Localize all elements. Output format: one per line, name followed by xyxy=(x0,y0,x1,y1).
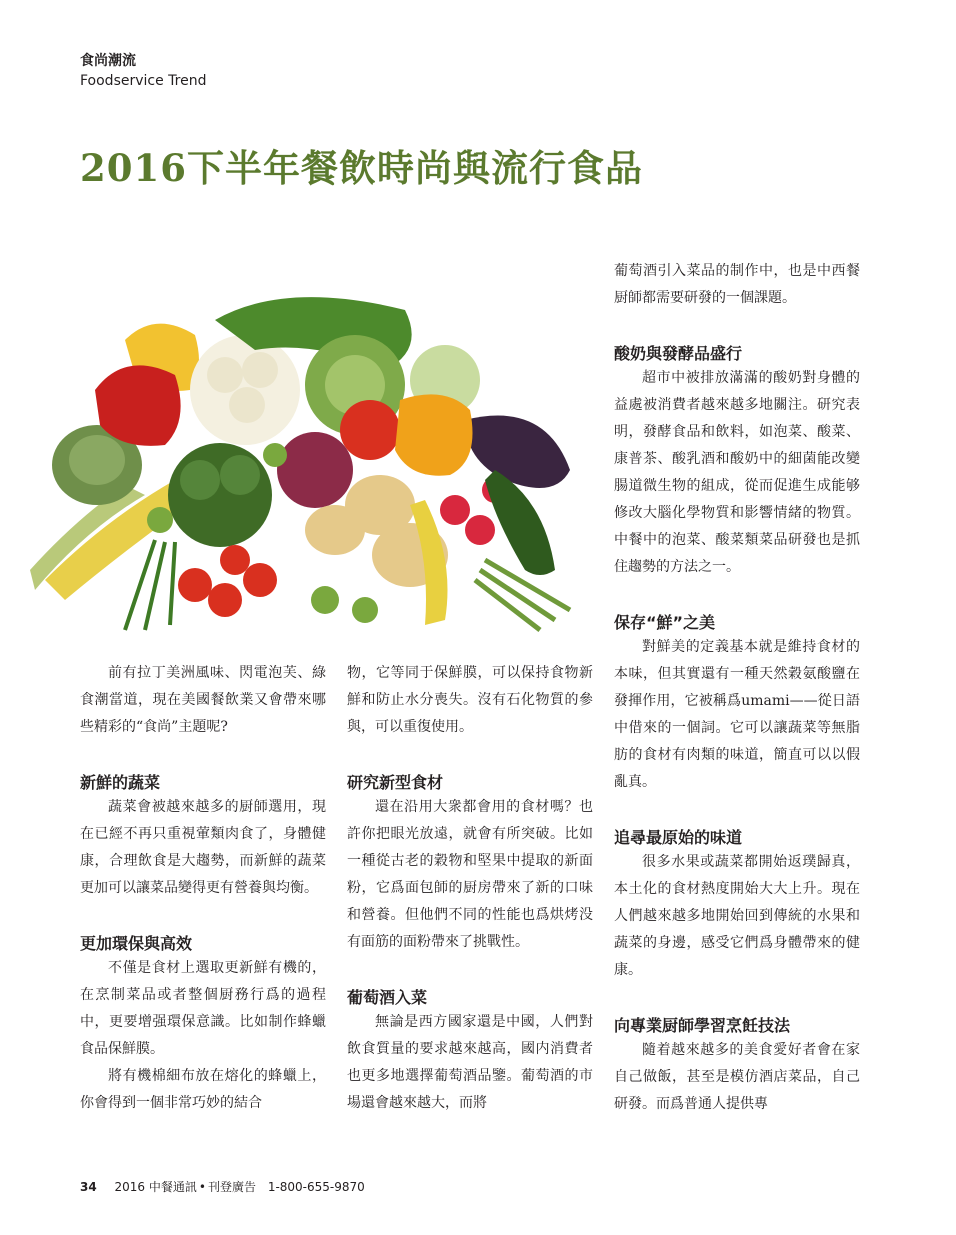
heading-umami: 保存“鮮”之美 xyxy=(614,613,716,632)
paragraph-fermented-foods: 超市中被排放滿滿的酸奶對身體的益處被消費者越來越多地關注。研究表明，發酵食品和飲料，如泡菜、酸菜、康普茶、酸乳酒和酸奶中的細菌能改變腸道微生物的組成，從而促進生成能够修改大腦化學物質和影響情緒的物質。中餐中的泡菜、酸菜類菜品研發也是抓住趨勢的方法之一。 xyxy=(614,370,860,575)
paragraph-learn-from-chefs: 隨着越來越多的美食愛好者會在家自己做飯，甚至是模仿酒店菜品，自己研發。而爲普通人提供專 xyxy=(614,1042,860,1112)
footer-separator: • xyxy=(198,1180,206,1194)
paragraph-fresh-vegetables: 蔬菜會被越來越多的厨師選用，現在已經不再只重視葷類肉食了，身體健康，合理飲食是大趨勢，而新鮮的蔬菜更加可以讓菜品變得更有營養與均衡。 xyxy=(80,799,326,896)
paragraph-eco-efficiency-1: 不僅是食材上選取更新鮮有機的，在烹制菜品或者整個厨務行爲的過程中，更要增强環保意識。比如制作蜂蠟食品保鮮膜。 xyxy=(80,960,326,1057)
paragraph-umami: 對鮮美的定義基本就是維持食材的本味，但其實還有一種天然穀氨酸鹽在發揮作用，它被稱爲umami——從日語中借來的一個詞。它可以讓蔬菜等無脂肪的食材有肉類的味道，簡直可以以假亂真。 xyxy=(614,639,860,790)
continued-paragraph: 葡萄酒引入菜品的制作中，也是中西餐厨師都需要研發的一個課題。 xyxy=(614,263,860,306)
paragraph-original-flavor: 很多水果或蔬菜都開始返璞歸真，本土化的食材熱度開始大大上升。現在人們越來越多地開始回到傳統的水果和蔬菜的身邊，感受它們爲身體帶來的健康。 xyxy=(614,854,860,978)
heading-original-flavor: 追尋最原始的味道 xyxy=(614,828,743,847)
page-footer xyxy=(80,1178,365,1195)
section-label-en: Foodservice Trend xyxy=(80,73,207,89)
publication-name: 2016 中餐通訊 xyxy=(114,1180,197,1194)
column-3 xyxy=(614,258,860,1118)
heading-fresh-vegetables: 新鮮的蔬菜 xyxy=(80,773,161,792)
section-label-cn: 食尚潮流 xyxy=(80,53,136,69)
heading-learn-from-chefs: 向專業厨師學習烹飪技法 xyxy=(614,1016,791,1035)
column-1 xyxy=(80,660,326,1117)
paragraph-eco-efficiency-2: 將有機棉細布放在熔化的蜂蠟上，你會得到一個非常巧妙的結合 xyxy=(80,1068,326,1111)
continued-paragraph: 物，它等同于保鮮膜，可以保持食物新鮮和防止水分喪失。沒有石化物質的參與，可以重復使用。 xyxy=(347,665,593,735)
heading-eco-efficiency: 更加環保與高效 xyxy=(80,934,193,953)
vegetables-photo xyxy=(25,280,595,640)
page-number: 34 xyxy=(80,1180,97,1194)
paragraph-wine-cooking: 無論是西方國家還是中國，人們對飲食質量的要求越來越高，國内消費者也更多地選擇葡萄酒品鑒。葡萄酒的市場還會越來越大，而將 xyxy=(347,1014,593,1111)
heading-new-ingredients: 研究新型食材 xyxy=(347,773,444,792)
advertising-label: 刊登廣告 xyxy=(207,1180,256,1194)
column-2 xyxy=(347,660,593,1117)
phone-number: 1-800-655-9870 xyxy=(267,1180,365,1194)
heading-wine-cooking: 葡萄酒入菜 xyxy=(347,988,428,1007)
article-title: 2016下半年餐飲時尚與流行食品 xyxy=(80,146,643,190)
heading-fermented-foods: 酸奶與發酵品盛行 xyxy=(614,344,743,363)
intro-paragraph: 前有拉丁美洲風味、閃電泡芙、綠食潮當道，現在美國餐飲業又會帶來哪些精彩的“食尚”主題呢? xyxy=(80,665,326,735)
paragraph-new-ingredients: 還在沿用大衆都會用的食材嗎？也許你把眼光放遠，就會有所突破。比如一種從古老的穀物和堅果中提取的新面粉，它爲面包師的厨房帶來了新的口味和營養。但他們不同的性能也爲烘烤没有面筋的面粉帶來了挑戰性。 xyxy=(347,799,593,950)
